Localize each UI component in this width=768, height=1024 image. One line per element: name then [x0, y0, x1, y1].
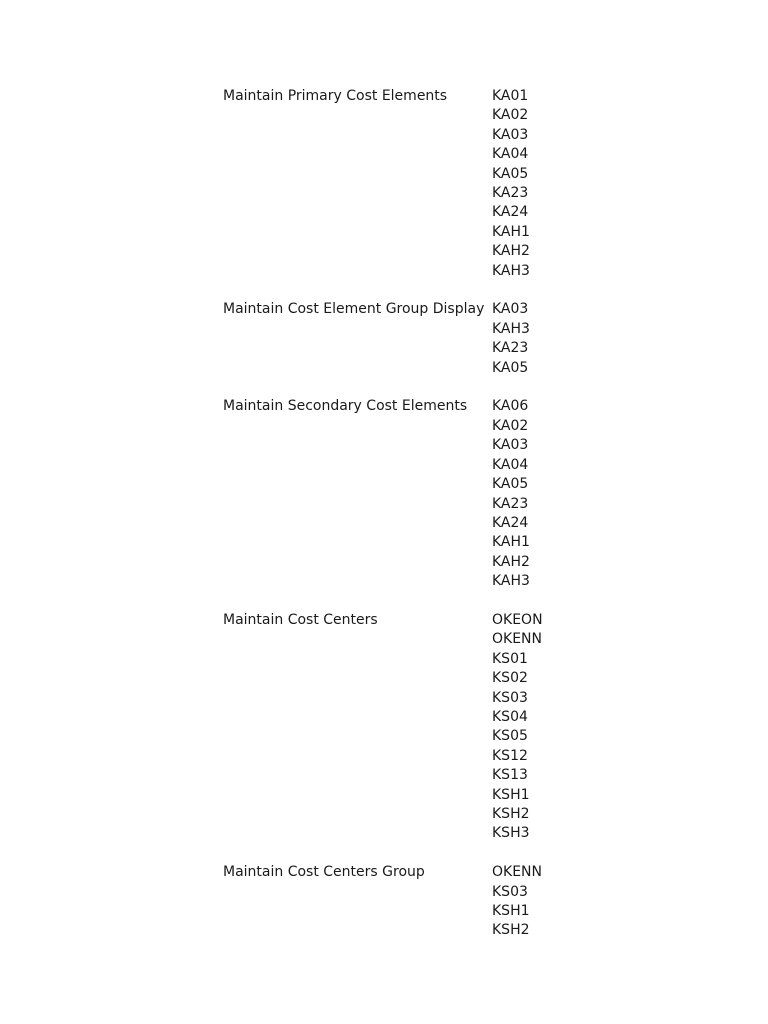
- transaction-code: OKEON: [492, 611, 543, 628]
- transaction-code: KS05: [492, 728, 528, 745]
- transaction-code: KA03: [492, 437, 529, 454]
- code-list: [492, 397, 530, 591]
- transaction-code: KS04: [492, 708, 528, 725]
- transaction-code: KS02: [492, 670, 528, 687]
- transaction-code: KS03: [492, 689, 528, 706]
- transaction-code: KSH2: [492, 922, 530, 939]
- transaction-code: KAH3: [492, 262, 530, 279]
- transaction-code: KAH2: [492, 553, 530, 570]
- transaction-code: KA05: [492, 476, 529, 493]
- code-list: [492, 863, 542, 941]
- transaction-code: OKENN: [492, 631, 542, 648]
- section-title: Maintain Cost Element Group Display: [223, 301, 485, 318]
- section-secondary-cost-elements: [223, 397, 623, 591]
- transaction-code: KA06: [492, 398, 529, 415]
- transaction-code: KAH3: [492, 320, 530, 337]
- transaction-code: KA02: [492, 417, 529, 434]
- transaction-code: KA23: [492, 495, 529, 512]
- transaction-code: KS03: [492, 883, 528, 900]
- transaction-code: KS12: [492, 747, 528, 764]
- section-title: Maintain Cost Centers: [223, 611, 378, 628]
- section-cost-centers: [223, 611, 623, 844]
- section-title: Maintain Cost Centers Group: [223, 864, 425, 881]
- transaction-code: OKENN: [492, 864, 542, 881]
- transaction-code: KA05: [492, 359, 529, 376]
- transaction-code: KAH2: [492, 243, 530, 260]
- transaction-code: KA03: [492, 301, 529, 318]
- transaction-code: KAH1: [492, 223, 530, 240]
- transaction-code: KA23: [492, 340, 529, 357]
- section-cost-element-group-display: [223, 300, 623, 378]
- transaction-code: KA04: [492, 456, 529, 473]
- section-cost-centers-group: [223, 863, 623, 941]
- transaction-code: KA24: [492, 204, 529, 221]
- transaction-code: KA02: [492, 107, 529, 124]
- transaction-code: KA01: [492, 88, 529, 104]
- transaction-code: KS13: [492, 767, 528, 784]
- transaction-code: KS01: [492, 650, 528, 667]
- transaction-code: KA05: [492, 165, 529, 182]
- transaction-code: KSH1: [492, 786, 530, 803]
- transaction-code: KSH3: [492, 825, 530, 842]
- transaction-code: KA23: [492, 185, 529, 202]
- code-list: [492, 611, 543, 844]
- transaction-code: KAH3: [492, 573, 530, 590]
- code-list: [492, 300, 530, 378]
- transaction-code: KA03: [492, 126, 529, 143]
- transaction-code-list: [223, 87, 623, 960]
- code-list: [492, 87, 530, 281]
- transaction-code: KSH1: [492, 903, 530, 919]
- section-title: Maintain Secondary Cost Elements: [223, 398, 468, 415]
- transaction-code: KA04: [492, 146, 529, 163]
- section-primary-cost-elements: [223, 87, 623, 281]
- transaction-code: KSH2: [492, 805, 530, 822]
- section-title: Maintain Primary Cost Elements: [223, 88, 448, 104]
- transaction-code: KAH1: [492, 534, 530, 551]
- transaction-code: KA24: [492, 514, 529, 531]
